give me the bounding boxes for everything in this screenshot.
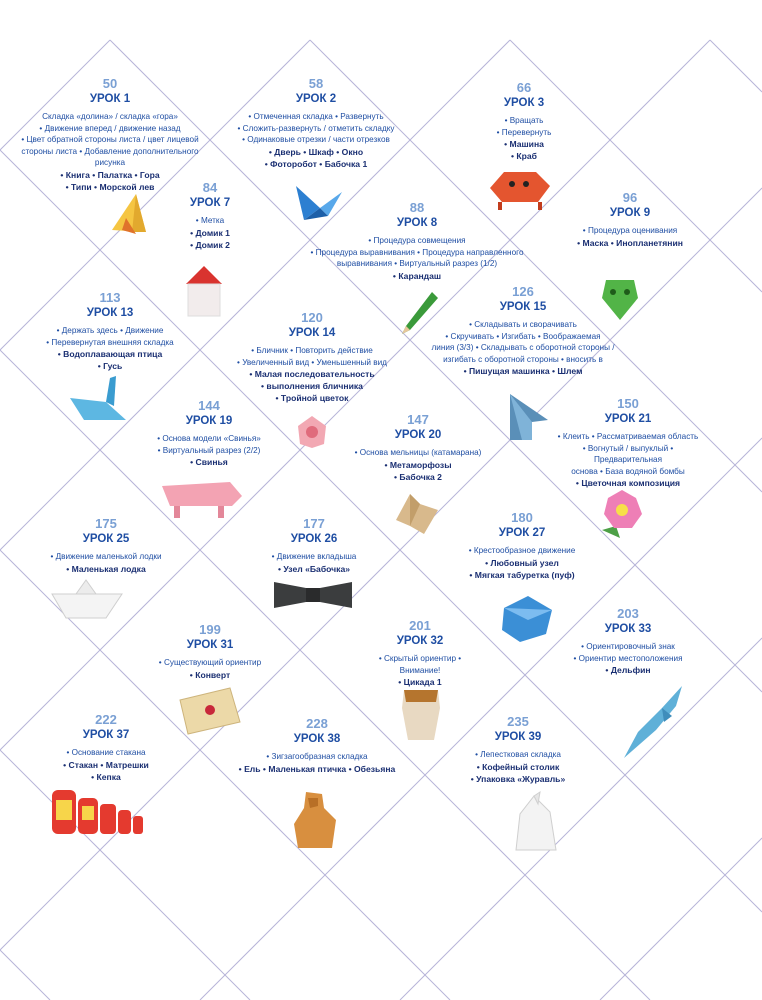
lesson-title: УРОК 2 xyxy=(295,93,337,105)
model-line: • Маска • Инопланетянин xyxy=(577,237,683,248)
topic-line: • Процедура выравнивания • Процедура направленного xyxy=(310,247,524,257)
model-line: • Кофейный столик xyxy=(476,761,560,772)
page-number: 199 xyxy=(199,622,221,637)
model-line: • Типи • Морской лев xyxy=(65,181,155,192)
page-number: 235 xyxy=(507,714,529,729)
lesson-title: УРОК 39 xyxy=(494,731,542,743)
page-number: 222 xyxy=(95,712,117,727)
page-number: 203 xyxy=(617,606,639,621)
topic-line: основа • База водяной бомбы xyxy=(571,466,685,476)
cicada-icon xyxy=(398,684,444,742)
lesson-title: УРОК 20 xyxy=(394,429,442,441)
alien-mask-icon xyxy=(600,272,640,324)
lesson-title: УРОК 15 xyxy=(499,301,547,313)
paper-fan-icon xyxy=(102,190,150,238)
lesson-title: УРОК 26 xyxy=(290,533,338,545)
lesson-2 xyxy=(218,76,414,170)
model-line: • Малая последовательность xyxy=(249,369,375,380)
dolphin-icon xyxy=(622,680,688,760)
page-number: 88 xyxy=(409,200,425,215)
page-number: 201 xyxy=(409,618,431,633)
topic-line: • Движение вперед / движение назад xyxy=(39,123,181,133)
lesson-title: УРОК 13 xyxy=(86,307,134,319)
lesson-37 xyxy=(56,712,156,783)
topic-line: • Вращать xyxy=(504,116,544,125)
lesson-title: УРОК 33 xyxy=(604,623,652,635)
lesson-19 xyxy=(146,398,272,468)
lesson-13 xyxy=(40,290,180,372)
topic-line: • Увеличенный вид • Уменьшенный вид xyxy=(237,357,387,367)
model-line: • Краб xyxy=(511,151,537,162)
page-number: 50 xyxy=(102,76,118,91)
butterfly-icon xyxy=(290,180,346,228)
model-line: • Мягкая табуретка (пуф) xyxy=(469,569,575,580)
model-line: • Дверь • Шкаф • Окно xyxy=(268,146,364,157)
topic-line: • Процедура совмещения xyxy=(368,236,466,245)
model-line: • Цикада 1 xyxy=(398,677,442,688)
topic-line: • Виртуальный разрез (2/2) xyxy=(157,445,261,455)
topic-line: линия (3/3) • Складывать с оборотной стороны / xyxy=(431,343,615,353)
topic-line: • Перевернутая внешняя складка xyxy=(46,337,174,347)
pouf-icon xyxy=(498,592,554,644)
page-number: 150 xyxy=(617,396,639,411)
lesson-title: УРОК 1 xyxy=(89,93,131,105)
topic-line: • Процедура оценивания xyxy=(582,226,678,235)
model-line: • Гусь xyxy=(97,361,123,372)
lesson-26 xyxy=(256,516,372,575)
lesson-21 xyxy=(548,396,708,489)
topic-line: • Лепестковая складка xyxy=(475,750,561,759)
flower-icon xyxy=(596,486,648,540)
model-line: • Кепка xyxy=(91,771,121,782)
page-number: 66 xyxy=(516,80,532,95)
lesson-title: УРОК 31 xyxy=(186,639,234,651)
swan-icon xyxy=(66,372,130,424)
monkey-icon xyxy=(286,790,346,852)
lesson-title: УРОК 37 xyxy=(82,729,130,741)
topic-line: выравнивания • Виртуальный разрез (1/2) xyxy=(336,259,498,269)
model-line: • Узел «Бабочка» xyxy=(277,563,351,574)
topic-line: • Основание стакана xyxy=(66,748,146,757)
topic-line: • Клеить • Рассматриваемая область xyxy=(557,432,699,441)
topic-line: • Скручивать • Изгибать • Воображаемая xyxy=(445,331,601,341)
lesson-title: УРОК 21 xyxy=(604,413,652,425)
model-line: • Стакан • Матрешки xyxy=(63,759,149,770)
lesson-14 xyxy=(230,310,394,404)
crab-icon xyxy=(486,162,554,212)
topic-line: • Вогнутый / выпуклый • Предварительная xyxy=(582,443,674,465)
page-number: 120 xyxy=(301,310,323,325)
topic-line: рисунка xyxy=(94,158,126,168)
page-number: 96 xyxy=(622,190,638,205)
model-line: • Пишущая машинка • Шлем xyxy=(463,366,583,377)
topic-line: • Основа мельницы (катамарана) xyxy=(354,448,482,457)
lesson-title: УРОК 8 xyxy=(396,217,438,229)
lesson-title: УРОК 19 xyxy=(185,415,233,427)
pig-icon xyxy=(156,476,246,520)
topic-line: • Держать здесь • Движение xyxy=(56,326,164,335)
model-line: • Машина xyxy=(504,139,544,150)
page-number: 144 xyxy=(198,398,220,413)
lesson-31 xyxy=(150,622,270,681)
helmet-icon xyxy=(502,390,552,444)
model-line: • выполнения бличника xyxy=(261,381,363,392)
lesson-25 xyxy=(40,516,172,575)
lesson-20 xyxy=(348,412,488,483)
model-line: • Метаморфозы xyxy=(384,459,452,470)
model-line: • Домик 2 xyxy=(190,239,230,250)
page-number: 58 xyxy=(308,76,324,91)
page-number: 147 xyxy=(407,412,429,427)
topic-line: • Ориентировочный знак xyxy=(581,642,675,651)
topic-line: • Цвет обратной стороны листа / цвет лицевой xyxy=(21,135,199,145)
model-line: • Дельфин xyxy=(605,665,651,676)
topic-line: • Перевернуть xyxy=(496,127,552,137)
lesson-title: УРОК 27 xyxy=(498,527,546,539)
pencil-icon xyxy=(398,290,438,338)
lesson-32 xyxy=(358,618,482,688)
model-line: • Конверт xyxy=(189,669,231,680)
topic-line: • Сложить-развернуть / отметить складку xyxy=(237,123,395,133)
topic-line: • Движение маленькой лодки xyxy=(50,552,162,561)
topic-line: изгибать с оборотной стороны • вносить в xyxy=(443,354,603,364)
model-line: • Тройной цветок xyxy=(275,393,349,404)
page-number: 113 xyxy=(99,290,121,305)
page-number: 126 xyxy=(512,284,534,299)
triple-flower-icon xyxy=(294,414,330,450)
lesson-1 xyxy=(12,76,208,193)
metamorphosis-icon xyxy=(390,490,440,538)
model-line: • Свинья xyxy=(190,457,228,468)
lesson-38 xyxy=(232,716,402,775)
lesson-title: УРОК 3 xyxy=(503,97,545,109)
model-line: • Водоплавающая птица xyxy=(57,349,163,360)
model-line: • Книга • Палатка • Гора xyxy=(60,169,160,180)
lesson-15 xyxy=(428,284,618,377)
lesson-3 xyxy=(464,80,584,162)
model-line: • Домик 1 xyxy=(190,227,230,238)
page-number: 180 xyxy=(511,510,533,525)
page-number: 175 xyxy=(95,516,117,531)
lesson-title: УРОК 38 xyxy=(293,733,341,745)
page-number: 177 xyxy=(303,516,325,531)
model-line: • Фоторобот • Бабочка 1 xyxy=(264,158,368,169)
model-line: • Карандаш xyxy=(392,270,442,281)
model-line: • Ель • Маленькая птичка • Обезьяна xyxy=(238,763,396,774)
house-icon xyxy=(184,264,224,318)
bow-tie-icon xyxy=(272,580,354,610)
lesson-27 xyxy=(452,510,592,581)
lesson-39 xyxy=(456,714,580,785)
model-line: • Любовный узел xyxy=(485,557,559,568)
lesson-title: УРОК 25 xyxy=(82,533,130,545)
paper-boat-icon xyxy=(50,578,124,624)
topic-line: • Основа модели «Свинья» xyxy=(157,434,261,443)
topic-line: • Бличник • Повторить действие xyxy=(251,346,373,355)
topic-line: • Ориентир местоположения xyxy=(573,653,683,663)
topic-line: • Существующий ориентир xyxy=(158,658,262,667)
crane-package-icon xyxy=(510,790,562,854)
matryoshka-icon xyxy=(50,786,146,838)
topic-line: • Крестообразное движение xyxy=(468,546,576,555)
page-number: 84 xyxy=(202,180,218,195)
topic-line: • Складывать и сворачивать xyxy=(469,320,577,329)
topic-line: • Отмеченная складка • Развернуть xyxy=(248,112,384,121)
lesson-title: УРОК 9 xyxy=(609,207,651,219)
model-line: • Маленькая лодка xyxy=(66,563,146,574)
lesson-9 xyxy=(560,190,700,249)
topic-line: • Зигзагообразная складка xyxy=(266,752,368,761)
model-line: • Цветочная композиция xyxy=(575,478,681,489)
topic-line: • Скрытый ориентир • Внимание! xyxy=(378,654,462,675)
envelope-icon xyxy=(176,686,242,736)
lesson-33 xyxy=(568,606,688,676)
model-line: • Бабочка 2 xyxy=(394,471,442,482)
topic-line: • Движение вкладыша xyxy=(271,552,357,561)
topic-line: • Одинаковые отрезки / части отрезков xyxy=(242,135,390,145)
page-number: 228 xyxy=(306,716,328,731)
model-line: • Упаковка «Журавль» xyxy=(470,773,566,784)
lesson-7 xyxy=(170,180,250,251)
topic-line: стороны листа • Добавление дополнительного xyxy=(21,146,199,156)
lesson-title: УРОК 7 xyxy=(189,197,231,209)
lesson-title: УРОК 32 xyxy=(396,635,444,647)
lesson-title: УРОК 14 xyxy=(288,327,336,339)
topic-line: • Метка xyxy=(195,216,225,225)
topic-line: Складка «долина» / складка «гора» xyxy=(42,112,178,121)
